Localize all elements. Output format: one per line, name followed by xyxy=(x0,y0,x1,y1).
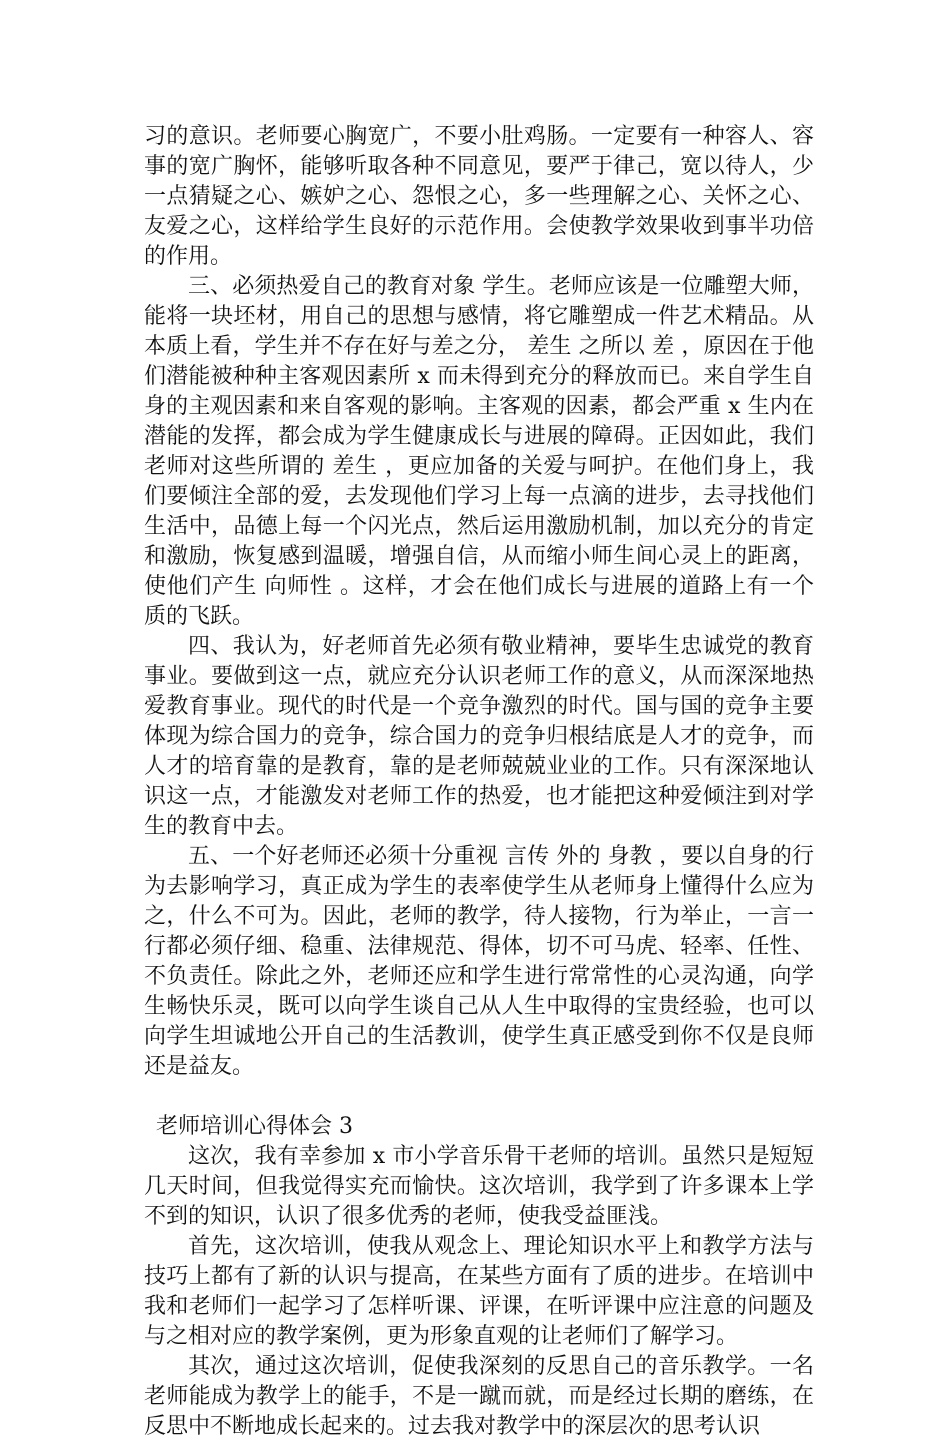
paragraph-1: 习的意识。老师要心胸宽广，不要小肚鸡肠。一定要有一种容人、容事的宽广胸怀，能够听取各种不同意见，要严于律己，宽以待人，少一点猜疑之心、嫉妒之心、怨恨之心，多一些理解之心、关怀之心、友爱之心，这样给学生良好的示范作用。会使教学效果收到事半功倍的作用。 xyxy=(144,124,814,269)
section-paragraph-2: 首先，这次培训，使我从观念上、理论知识水平上和教学方法与技巧上都有了新的认识与提高，在某些方面有了质的进步。在培训中我和老师们一起学习了怎样听课、评课，在听评课中应注意的问题及与之相对应的教学案例，更为形象直观的让老师们了解学习。 xyxy=(144,1234,814,1349)
section-paragraph-1: 这次，我有幸参加 x 市小学音乐骨干老师的培训。虽然只是短短几天时间，但我觉得实充而愉快。这次培训，我学到了许多课本上学不到的知识，认识了很多优秀的老师，使我受益匪浅。 xyxy=(144,1144,814,1229)
section-paragraph-3: 其次，通过这次培训，促使我深刻的反思自己的音乐教学。一名老师能成为教学上的能手，不是一蹴而就，而是经过长期的磨练，在反思中不断地成长起来的。过去我对教学中的深层次的思考认识 xyxy=(144,1354,814,1439)
paragraph-3: 四、我认为，好老师首先必须有敬业精神，要毕生忠诚党的教育事业。要做到这一点，就应充分认识老师工作的意义，从而深深地热爱教育事业。现代的时代是一个竞争激烈的时代。国与国的竞争主要体现为综合国力的竞争，综合国力的竞争归根结底是人才的竞争，而人才的培育靠的是教育，靠的是老师兢兢业业的工作。只有深深地认识这一点，才能激发对老师工作的热爱，也才能把这种爱倾注到对学生的教育中去。 xyxy=(144,634,814,839)
blank-line xyxy=(144,1082,814,1112)
paragraph-2: 三、必须热爱自己的教育对象 学生。老师应该是一位雕塑大师，能将一块坯材，用自己的思想与感情，将它雕塑成一件艺术精品。从本质上看，学生并不存在好与差之分， 差生 之所以 差 ，原因在于他们潜能被种种主客观因素所 x 而未得到充分的释放而已。来自学生自身的主观因素和来自客观的影响。主客观的因素，都会严重 x 生内在潜能的发挥，都会成为学生健康成长与进展的障碍。正因如此，我们老师对这些所谓的 差生 ，更应加备的关爱与呵护。在他们身上，我们要倾注全部的爱，去发现他们学习上每一点滴的进步，去寻找他们生活中，品德上每一个闪光点，然后运用激励机制，加以充分的肯定和激励，恢复感到温暖，增强自信，从而缩小师生间心灵上的距离，使他们产生 向师性 。这样，才会在他们成长与进展的道路上有一个质的飞跃。 xyxy=(144,274,814,629)
section-heading: 老师培训心得体会 3 xyxy=(156,1114,353,1139)
document-page xyxy=(144,122,814,1442)
paragraph-4: 五、一个好老师还必须十分重视 言传 外的 身教 ，要以自身的行为去影响学习，真正成为学生的表率使学生从老师身上懂得什么应为之，什么不可为。因此，老师的教学，待人接物，行为举止，一言一行都必须仔细、稳重、法律规范、得体，切不可马虎、轻率、任性、不负责任。除此之外，老师还应和学生进行常常性的心灵沟通，向学生畅快乐灵，既可以向学生谈自己从人生中取得的宝贵经验，也可以向学生坦诚地公开自己的生活教训，使学生真正感受到你不仅是良师还是益友。 xyxy=(144,844,814,1079)
